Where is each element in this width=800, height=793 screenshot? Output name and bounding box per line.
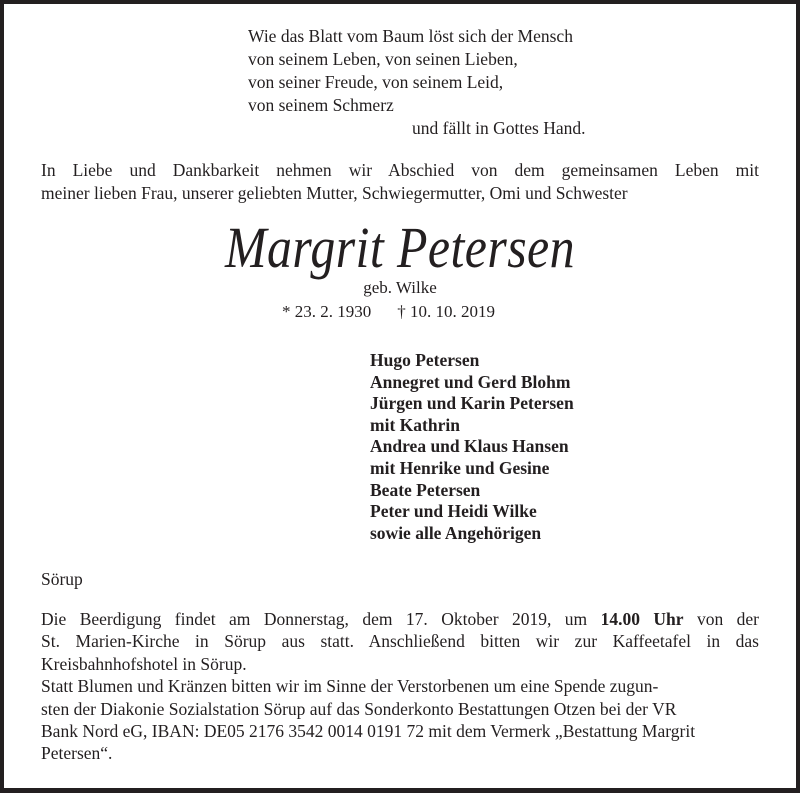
notice-text: von der [683, 609, 759, 629]
notice-line: Bank Nord eG, IBAN: DE05 2176 3542 0014 0191 72 mit dem Vermerk „Bestattung Margrit [41, 721, 696, 742]
mourner: Jürgen und Karin Petersen [370, 393, 574, 414]
intro-text [41, 159, 759, 205]
mourner: sowie alle Angehörigen [370, 522, 542, 543]
mourner: mit Henrike und Gesine [370, 457, 550, 478]
poem-line: Wie das Blatt vom Baum löst sich der Mensch [248, 26, 573, 46]
mourner: Beate Petersen [370, 479, 481, 500]
notice-line: Statt Blumen und Kränzen bitten wir im Sinne der Verstorbenen um eine Spende zugun- [41, 676, 659, 697]
place-name: Sörup [41, 569, 83, 589]
notice-line: Petersen“. [41, 743, 113, 764]
funeral-notice [41, 608, 759, 765]
intro-line: meiner lieben Frau, unserer geliebten Mutter, Schwiegermutter, Omi und Schwester [41, 183, 628, 203]
mourner: Annegret und Gerd Blohm [370, 371, 571, 392]
mourner: mit Kathrin [370, 414, 460, 435]
maiden-name: geb. Wilke [363, 278, 437, 297]
obituary-notice [4, 4, 796, 788]
death-date: † 10. 10. 2019 [397, 302, 495, 321]
life-dates [282, 301, 495, 323]
notice-line: Kreisbahnhofshotel in Sörup. [41, 653, 247, 674]
notice-text: Die Beerdigung findet am Donnerstag, dem 17. Oktober 2019, um [41, 609, 601, 629]
notice-line [41, 608, 759, 630]
notice-line: sten der Diakonie Sozialstation Sörup auf das Sonderkonto Bestattungen Otzen bei der VR [41, 698, 677, 719]
birth-date: * 23. 2. 1930 [282, 302, 372, 321]
poem-line: von seinem Schmerz [248, 95, 394, 115]
funeral-time: 14.00 Uhr [600, 609, 684, 629]
mourner: Andrea und Klaus Hansen [370, 436, 569, 457]
intro-line: In Liebe und Dankbarkeit nehmen wir Abschied von dem gemeinsamen Leben mit [41, 160, 759, 180]
poem-line: und fällt in Gottes Hand. [412, 118, 586, 138]
poem-line: von seiner Freude, von seinem Leid, [248, 72, 504, 92]
poem-line: von seinem Leben, von seinen Lieben, [248, 49, 518, 69]
deceased-name: Margrit Petersen [225, 215, 575, 280]
notice-line: St. Marien-Kirche in Sörup aus statt. Anschließend bitten wir zur Kaffeetafel in das [41, 631, 759, 652]
mourner: Hugo Petersen [370, 350, 480, 370]
mourner: Peter und Heidi Wilke [370, 501, 537, 522]
mourners-list [370, 350, 574, 544]
poem [248, 25, 586, 140]
